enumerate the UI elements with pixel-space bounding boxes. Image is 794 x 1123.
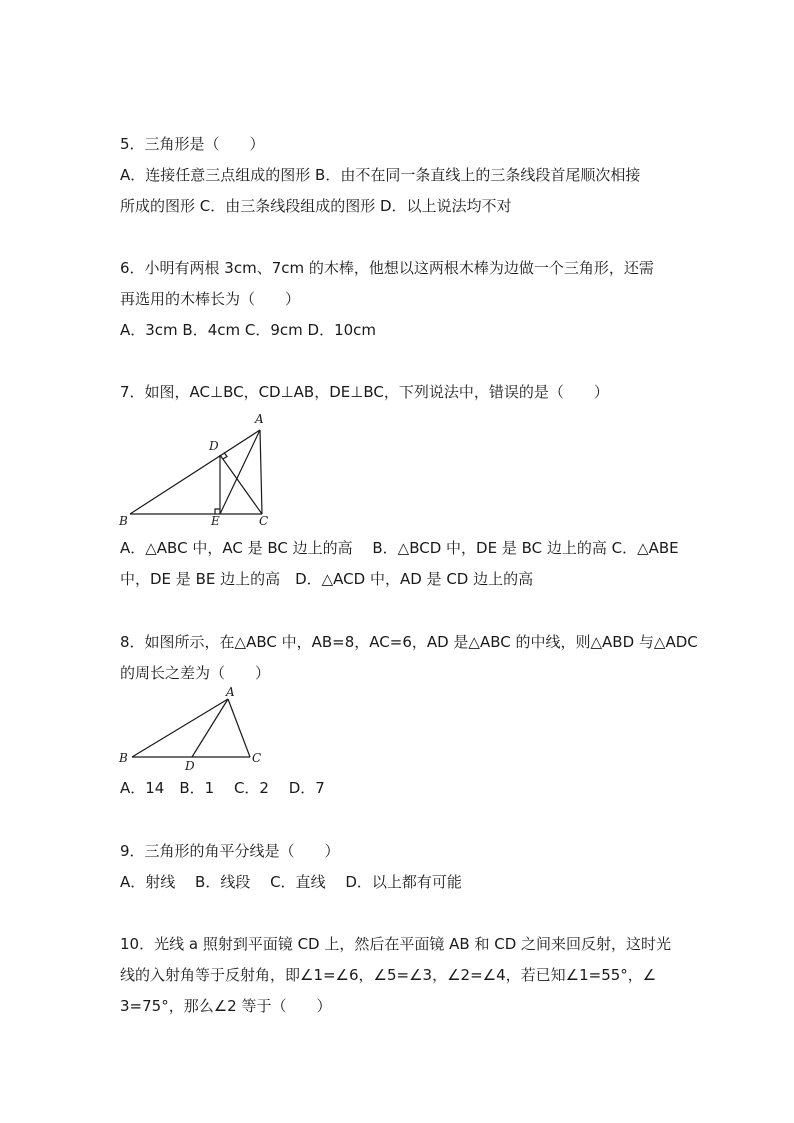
label-c: C	[252, 751, 262, 765]
q7-stem: 7．如图，AC⊥BC，CD⊥AB，DE⊥BC，下列说法中，错误的是（ ）	[120, 383, 609, 401]
q9-stem: 9．三角形的角平分线是（ ）	[120, 842, 340, 860]
q5-stem: 5．三角形是（ ）	[120, 135, 265, 153]
segment-ac	[260, 430, 262, 514]
segment-cd	[220, 455, 262, 514]
q9-options: A．射线 B．线段 C．直线 D．以上都有可能	[120, 873, 462, 891]
segment-ad	[192, 699, 228, 757]
label-c: C	[259, 514, 269, 528]
segment-ab	[132, 699, 228, 757]
q8-stem-line2: 的周长之差为（ ）	[120, 664, 271, 682]
q7-options-line1: A．△ABC 中，AC 是 BC 边上的高 B．△BCD 中，DE 是 BC 边上的高 C．△ABE	[120, 539, 679, 557]
q8-options: A．14 B．1 C．2 D．7	[120, 779, 325, 797]
label-d: D	[185, 759, 195, 773]
q8-stem-line1: 8．如图所示，在△ABC 中，AB=8，AC=6，AD 是△ABC 的中线，则△ABD 与△ADC	[120, 633, 698, 651]
q6-stem-line1: 6．小明有两根 3cm、7cm 的木棒，他想以这两根木棒为边做一个三角形，还需	[120, 259, 654, 277]
q6-options: A．3cm B．4cm C．9cm D．10cm	[120, 321, 377, 339]
q10-stem-line1: 10．光线 a 照射到平面镜 CD 上，然后在平面镜 AB 和 CD 之间来回反射，这时光	[120, 935, 672, 953]
segment-ac	[228, 699, 250, 757]
q7-options-line2: 中，DE 是 BE 边上的高 D．△ACD 中，AD 是 CD 边上的高	[120, 570, 534, 588]
q6-stem-line2: 再选用的木棒长为（ ）	[120, 290, 301, 308]
q10-stem-line2: 线的入射角等于反射角，即∠1=∠6，∠5=∠3，∠2=∠4，若已知∠1=55°，∠	[120, 966, 657, 984]
q5-options-line1: A．连接任意三点组成的图形 B．由不在同一条直线上的三条线段首尾顺次相接	[120, 166, 641, 184]
label-e: E	[211, 514, 220, 528]
label-d: D	[209, 439, 219, 453]
label-b: B	[119, 514, 128, 528]
label-b: B	[119, 751, 128, 765]
q8-figure	[110, 683, 280, 773]
label-a: A	[255, 412, 264, 426]
q7-figure	[110, 405, 290, 535]
q10-stem-line3: 3=75°，那么∠2 等于（ ）	[120, 997, 332, 1015]
q5-options-line2: 所成的图形 C．由三条线段组成的图形 D．以上说法均不对	[120, 197, 512, 215]
label-a: A	[226, 685, 235, 699]
